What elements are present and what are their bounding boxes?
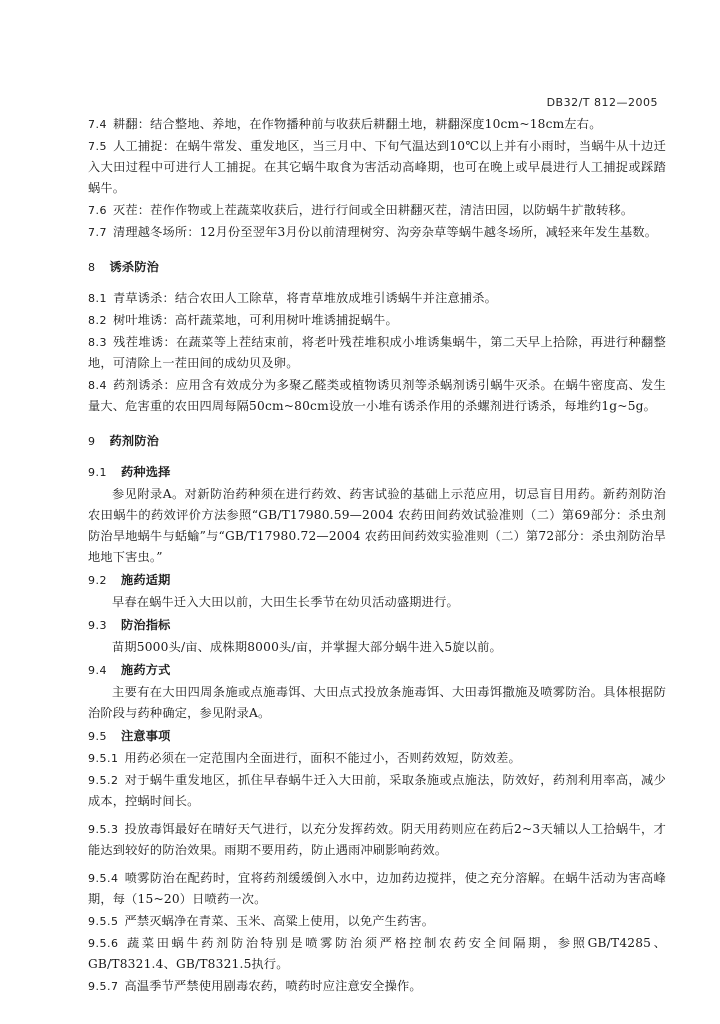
clause-text: 清理越冬场所：12月份至翌年3月份以前清理树穷、沟旁杂草等蜗牛越冬场所，减轻来年发生基数。 bbox=[113, 225, 658, 239]
subsection-heading-9-2 bbox=[88, 570, 666, 591]
clause-7-6 bbox=[88, 200, 666, 221]
clause-number: 9.5.5 bbox=[88, 915, 119, 928]
clause-number: 7.7 bbox=[88, 226, 107, 239]
paragraph-9-3: 苗期5000头/亩、成株期8000头/亩，并掌握大部分蜗牛进入5旋以前。 bbox=[112, 640, 502, 654]
clause-7-5 bbox=[88, 136, 666, 199]
subsection-number: 9.4 bbox=[88, 664, 107, 677]
clause-number: 8.4 bbox=[88, 379, 107, 392]
clause-9-5-7 bbox=[88, 976, 666, 997]
subsection-title: 施药方式 bbox=[121, 663, 171, 677]
clause-9-5-2 bbox=[88, 770, 666, 812]
subsection-heading-9-1 bbox=[88, 462, 666, 483]
standard-code: DB32/T 812—2005 bbox=[546, 96, 658, 109]
clause-number: 9.5.7 bbox=[88, 980, 119, 993]
paragraph-9-2: 早春在蜗牛迁入大田以前，大田生长季节在幼贝活动盛期进行。 bbox=[112, 595, 459, 609]
paragraph-9-1: 参见附录A。对新防治药种须在进行药效、药害试验的基础上示范应用，切忌盲目用药。新药剂防治农田蜗牛的药效评价方法参照“GB/T17980.59—2004 农药田间药效试验准则（二）第69部分：杀虫剂防治旱地蜗牛与蛞蝓”与“GB/T17980.72—2004 农药田间药效实验准则（二）第72部分：杀虫剂防治旱地地下害虫。” bbox=[88, 487, 666, 564]
section-heading-9 bbox=[88, 431, 666, 452]
clause-text: 蔬菜田蜗牛药剂防治特别是喷雾防治须严格控制农药安全间隔期，参照GB/T4285、GB/T8321.4、GB/T8321.5执行。 bbox=[88, 936, 666, 971]
clause-text: 残茬堆诱：在蔬菜等上茬结束前，将老叶残茬堆积成小堆诱集蜗牛，第二天早上拾除，再进行种翻整地，可清除上一茬田间的成幼贝及卵。 bbox=[88, 335, 666, 370]
clause-number: 8.1 bbox=[88, 292, 107, 305]
clause-number: 8.2 bbox=[88, 314, 107, 327]
clause-number: 9.5.1 bbox=[88, 752, 119, 765]
clause-number: 8.3 bbox=[88, 336, 107, 349]
clause-8-3 bbox=[88, 332, 666, 374]
clause-9-5-1 bbox=[88, 748, 666, 769]
section-heading-8 bbox=[88, 257, 666, 278]
section-number: 8 bbox=[88, 261, 96, 274]
clause-9-5-3 bbox=[88, 819, 666, 861]
subsection-title: 注意事项 bbox=[121, 729, 171, 743]
clause-9-5-5 bbox=[88, 911, 666, 932]
clause-text: 用药必须在一定范围内全面进行，面积不能过小，否则药效短，防效差。 bbox=[124, 751, 521, 765]
clause-number: 7.6 bbox=[88, 204, 107, 217]
subsection-heading-9-5 bbox=[88, 726, 666, 747]
clause-text: 药剂诱杀：应用含有效成分为多聚乙醛类或植物诱贝剂等杀蜗剂诱引蜗牛灭杀。在蜗牛密度高、发生量大、危害重的农田四周每隔50cm~80cm设放一小堆有诱杀作用的杀螺剂进行诱杀，每堆约1g~5g。 bbox=[88, 378, 666, 413]
clause-number: 9.5.4 bbox=[88, 872, 119, 885]
section-title: 诱杀防治 bbox=[109, 260, 160, 274]
subsection-title: 药种选择 bbox=[121, 465, 171, 479]
clause-7-4 bbox=[88, 114, 666, 135]
paragraph-9-4: 主要有在大田四周条施或点施毒饵、大田点式投放条施毒饵、大田毒饵撒施及喷雾防治。具体根据防治阶段与药种确定，参见附录A。 bbox=[88, 685, 666, 720]
clause-number: 9.5.6 bbox=[88, 937, 119, 950]
clause-text: 严禁灭蜗净在青菜、玉米、高粱上使用，以免产生药害。 bbox=[124, 914, 435, 928]
section-title: 药剂防治 bbox=[109, 434, 160, 448]
clause-text: 高温季节严禁使用剧毒农药，喷药时应注意安全操作。 bbox=[124, 979, 422, 993]
subsection-number: 9.3 bbox=[88, 619, 107, 632]
clause-9-5-6 bbox=[88, 933, 666, 975]
clause-text: 对于蜗牛重发地区，抓住早春蜗牛迁入大田前，采取条施或点施法，防效好，药剂利用率高，减少成本，控蜗时间长。 bbox=[88, 773, 666, 808]
clause-number: 7.4 bbox=[88, 118, 107, 131]
document-body bbox=[88, 114, 666, 998]
clause-9-5-4 bbox=[88, 868, 666, 910]
clause-7-7 bbox=[88, 222, 666, 243]
clause-8-1 bbox=[88, 288, 666, 309]
subsection-heading-9-3 bbox=[88, 615, 666, 636]
clause-number: 9.5.3 bbox=[88, 823, 119, 836]
clause-text: 喷雾防治在配药时，宜将药剂缓缓倒入水中，边加药边搅拌，使之充分溶解。在蜗牛活动为害高峰期，每（15~20）日喷药一次。 bbox=[88, 871, 666, 906]
clause-text: 树叶堆诱：高杆蔬菜地，可利用树叶堆诱捕捉蜗牛。 bbox=[113, 313, 398, 327]
clause-text: 灭茬：茬作作物或上茬蔬菜收获后，进行行间或全田耕翻灭茬，清洁田园，以防蜗牛扩散转移。 bbox=[113, 203, 634, 217]
clause-text: 耕翻：结合整地、养地，在作物播种前与收获后耕翻土地，耕翻深度10cm~18cm左右。 bbox=[113, 117, 602, 131]
subsection-number: 9.2 bbox=[88, 574, 107, 587]
clause-8-2 bbox=[88, 310, 666, 331]
clause-number: 9.5.2 bbox=[88, 774, 119, 787]
clause-text: 青草诱杀：结合农田人工除草，将青草堆放成堆引诱蜗牛并注意捕杀。 bbox=[113, 291, 498, 305]
subsection-number: 9.5 bbox=[88, 730, 107, 743]
subsection-number: 9.1 bbox=[88, 466, 107, 479]
subsection-title: 施药适期 bbox=[121, 573, 171, 587]
clause-8-4 bbox=[88, 375, 666, 417]
section-number: 9 bbox=[88, 435, 96, 448]
subsection-heading-9-4 bbox=[88, 660, 666, 681]
subsection-title: 防治指标 bbox=[121, 618, 171, 632]
clause-text: 人工捕捉：在蜗牛常发、重发地区，当三月中、下旬气温达到10℃以上并有小雨时，当蜗牛从十边迁入大田过程中可进行人工捕捉。在其它蜗牛取食为害活动高峰期，也可在晚上或早晨进行人工捕捉或踩踏蜗牛。 bbox=[88, 139, 666, 195]
clause-text: 投放毒饵最好在晴好天气进行，以充分发挥药效。阴天用药则应在药后2~3天辅以人工拾蜗牛，才能达到较好的防治效果。雨期不要用药，防止遇雨冲刷影响药效。 bbox=[88, 822, 666, 857]
clause-number: 7.5 bbox=[88, 140, 107, 153]
